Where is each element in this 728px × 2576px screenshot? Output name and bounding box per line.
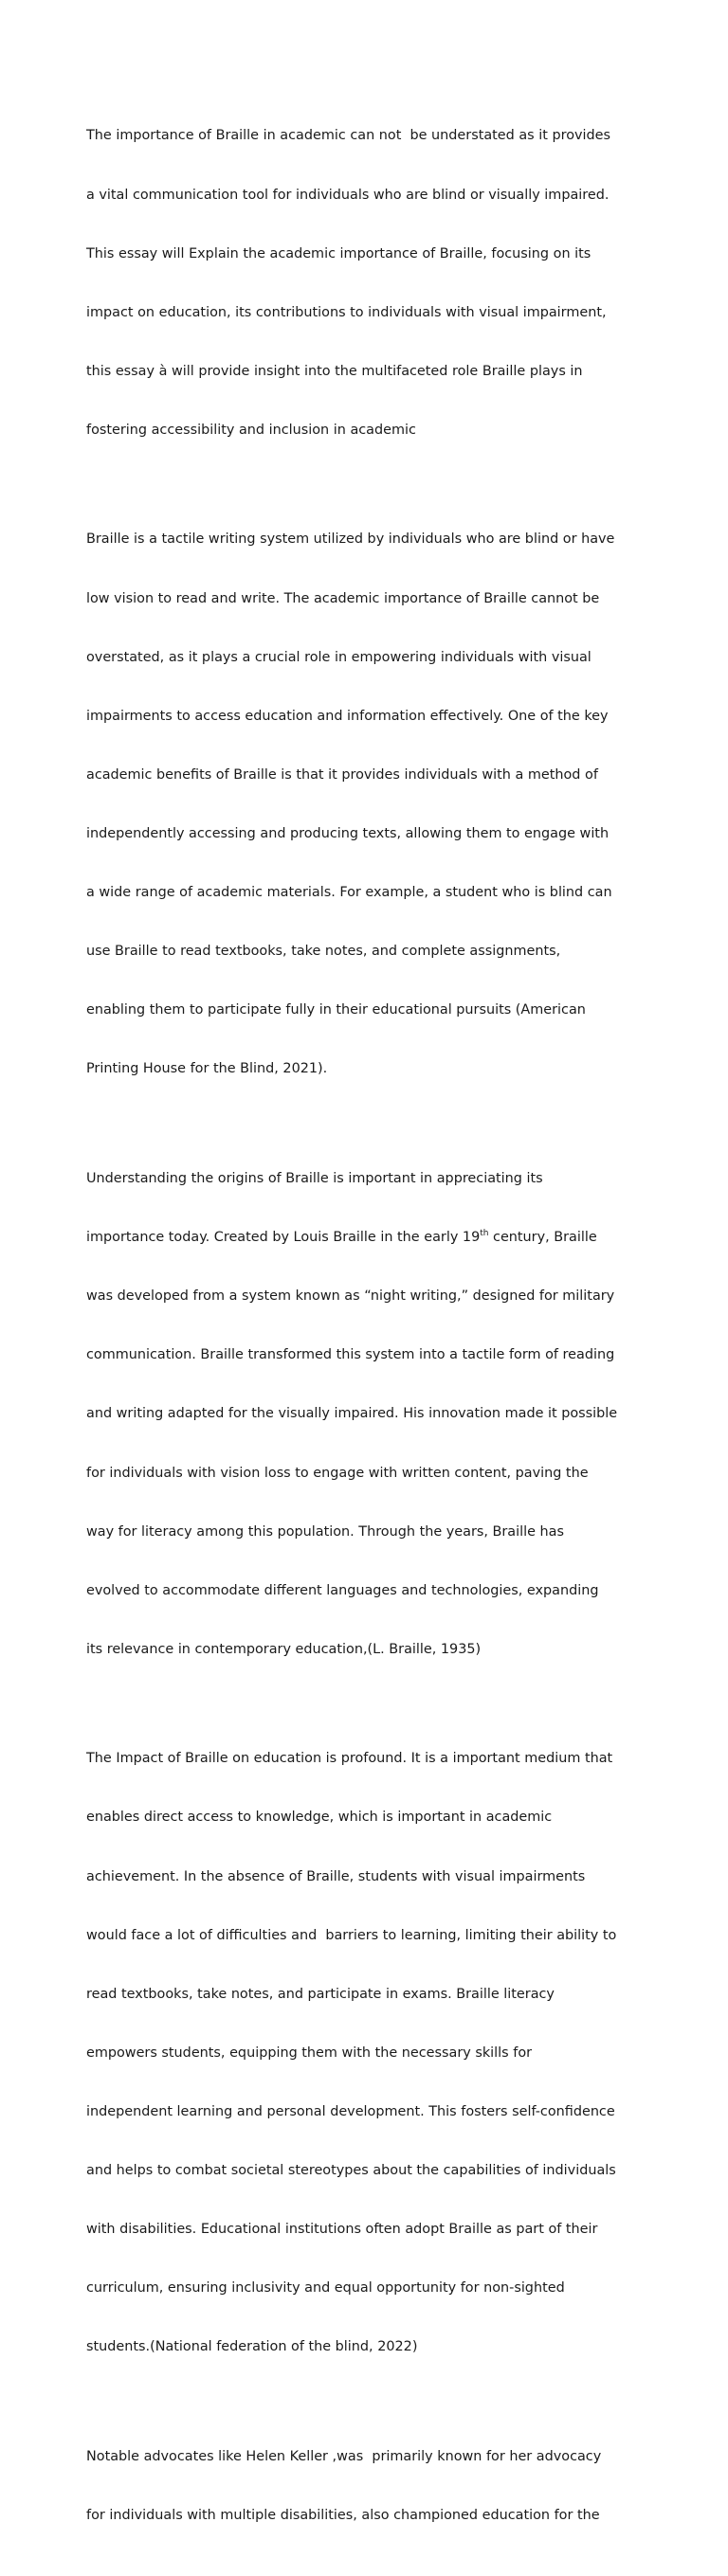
text-line: and helps to combat societal stereotypes about the capabilities of individuals <box>86 2163 616 2179</box>
text-line: low vision to read and write. The academic importance of Braille cannot be <box>86 590 600 606</box>
text-line: Understanding the origins of Braille is important in appreciating its <box>86 1170 543 1186</box>
text-line: impairments to access education and information effectively. One of the key <box>86 708 609 724</box>
text-line: independently accessing and producing texts, allowing them to engage with <box>86 826 610 842</box>
text-line: overstated, as it plays a crucial role in empowering individuals with visual <box>86 649 592 665</box>
text-line: empowers students, equipping them with the necessary skills for <box>86 2045 533 2061</box>
text-fragment: importance today. Created by Louis Braille in the early 19 <box>86 1230 481 1246</box>
superscript: th <box>480 1229 489 1239</box>
text-line: The Impact of Braille on education is profound. It is a important medium that <box>86 1751 613 1767</box>
text-line: students.(National federation of the blind, 2022) <box>86 2339 418 2355</box>
text-line: independent learning and personal development. This fosters self-confidence <box>86 2104 615 2120</box>
paragraph-origins <box>86 1130 647 1699</box>
text-line: Braille is a tactile writing system utilized by individuals who are blind or have <box>86 531 615 548</box>
text-line: evolved to accommodate different languages and technologies, expanding <box>86 1582 599 1598</box>
text-line: Notable advocates like Helen Keller ,was primarily known for her advocacy <box>86 2448 602 2464</box>
text-line: this essay à will provide insight into the multifaceted role Braille plays in <box>86 363 583 379</box>
text-line: use Braille to read textbooks, take notes, and complete assignments, <box>86 944 561 960</box>
text-line: enabling them to participate fully in their educational pursuits (American <box>86 1002 586 1018</box>
text-line: academic benefits of Braille is that it provides individuals with a method of <box>86 766 598 783</box>
text-line: way for literacy among this population. Through the years, Braille has <box>86 1523 564 1540</box>
text-line: read textbooks, take notes, and participate in exams. Braille literacy <box>86 1986 555 2002</box>
text-line: would face a lot of difficulties and barriers to learning, limiting their ability to <box>86 1927 617 1943</box>
text-line: This essay will Explain the academic importance of Braille, focusing on its <box>86 245 592 261</box>
text-line: communication. Braille transformed this system into a tactile form of reading <box>86 1347 615 1363</box>
paragraph-advocates <box>86 2408 647 2566</box>
paragraph-intro <box>86 87 647 479</box>
text-line: Printing House for the Blind, 2021). <box>86 1061 328 1077</box>
text-line <box>86 1228 647 1248</box>
text-line: was developed from a system known as “night writing,” designed for military <box>86 1288 615 1305</box>
text-line: with disabilities. Educational institutions often adopt Braille as part of their <box>86 2222 598 2238</box>
document-body <box>86 87 647 2576</box>
text-line: curriculum, ensuring inclusivity and equal opportunity for non-sighted <box>86 2280 565 2297</box>
text-line: for individuals with vision loss to engage with written content, paving the <box>86 1465 589 1481</box>
text-line: achievement. In the absence of Braille, students with visual impairments <box>86 1868 586 1884</box>
text-fragment: century, Braille <box>488 1230 597 1246</box>
text-line: its relevance in contemporary education,(L. Braille, 1935) <box>86 1641 482 1657</box>
paragraph-impact <box>86 1710 647 2397</box>
text-line: and writing adapted for the visually impaired. His innovation made it possible <box>86 1406 618 1422</box>
text-line: a vital communication tool for individuals who are blind or visually impaired. <box>86 187 610 203</box>
text-line: for individuals with multiple disabilities, also championed education for the <box>86 2508 600 2524</box>
paragraph-braille-system <box>86 491 647 1119</box>
text-line: fostering accessibility and inclusion in academic <box>86 422 416 438</box>
text-line: The importance of Braille in academic can not be understated as it provides <box>86 128 610 144</box>
text-line: impact on education, its contributions to individuals with visual impairment, <box>86 304 607 320</box>
text-line: enables direct access to knowledge, which is important in academic <box>86 1810 553 1826</box>
text-line: a wide range of academic materials. For example, a student who is blind can <box>86 885 612 901</box>
